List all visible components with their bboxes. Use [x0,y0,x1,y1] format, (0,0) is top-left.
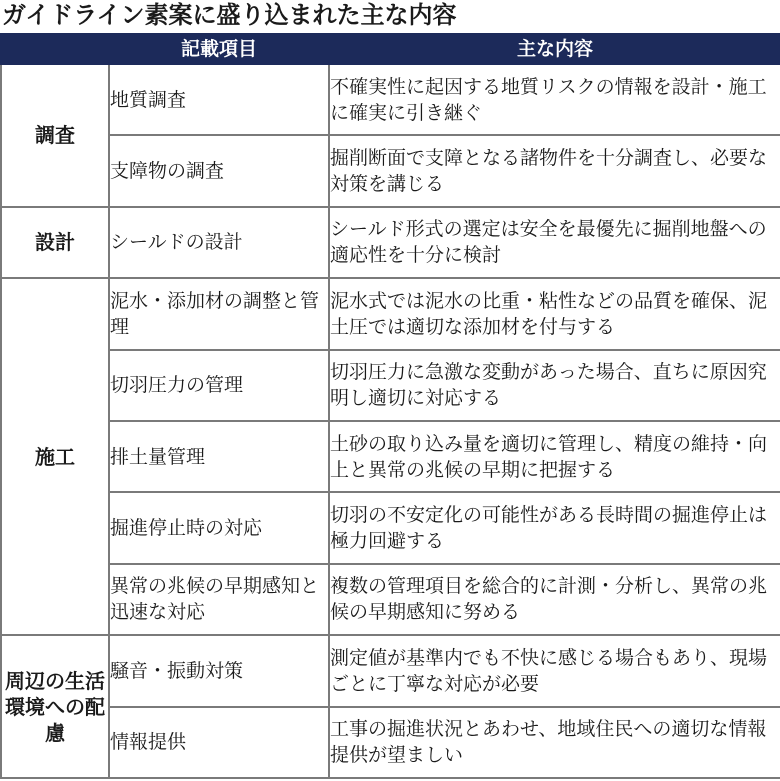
table-row [1,635,780,706]
table-row [1,707,780,778]
category-cell-environment: 周辺の生活環境への配慮 [1,635,109,778]
item-cell: 泥水・添加材の調整と管理 [109,278,329,349]
content-cell: シールド形式の選定は安全を最優先に掘削地盤への適応性を十分に検討 [329,207,780,278]
item-cell: 情報提供 [109,707,329,778]
header-category [1,34,109,64]
table-row [1,207,780,278]
table-row [1,135,780,206]
content-cell: 切羽の不安定化の可能性がある長時間の掘進停止は極力回避する [329,492,780,563]
content-cell: 土砂の取り込み量を適切に管理し、精度の維持・向上と異常の兆候の早期に把握する [329,421,780,492]
content-cell: 測定値が基準内でも不快に感じる場合もあり、現場ごとに丁寧な対応が必要 [329,635,780,706]
category-cell-design: 設計 [1,207,109,278]
table-row [1,564,780,635]
table-row [1,492,780,563]
table-header-row [1,34,780,64]
content-cell: 工事の掘進状況とあわせ、地域住民への適切な情報提供が望ましい [329,707,780,778]
item-cell: 地質調査 [109,64,329,135]
content-cell: 複数の管理項目を総合的に計測・分析し、異常の兆候の早期感知に努める [329,564,780,635]
header-item: 記載項目 [109,34,329,64]
category-cell-construction: 施工 [1,278,109,635]
category-cell-survey: 調査 [1,64,109,207]
item-cell: シールドの設計 [109,207,329,278]
item-cell: 騒音・振動対策 [109,635,329,706]
content-cell: 泥水式では泥水の比重・粘性などの品質を確保、泥土圧では適切な添加材を付与する [329,278,780,349]
item-cell: 排土量管理 [109,421,329,492]
table-row [1,350,780,421]
page-title: ガイドライン素案に盛り込まれた主な内容 [2,1,457,29]
item-cell: 異常の兆候の早期感知と迅速な対応 [109,564,329,635]
item-cell: 掘進停止時の対応 [109,492,329,563]
item-cell: 切羽圧力の管理 [109,350,329,421]
table-row [1,278,780,349]
header-content: 主な内容 [329,34,780,64]
guideline-table [0,33,780,779]
table-row [1,421,780,492]
content-cell: 掘削断面で支障となる諸物件を十分調査し、必要な対策を講じる [329,135,780,206]
content-cell: 不確実性に起因する地質リスクの情報を設計・施工に確実に引き継ぐ [329,64,780,135]
content-cell: 切羽圧力に急激な変動があった場合、直ちに原因究明し適切に対応する [329,350,780,421]
item-cell: 支障物の調査 [109,135,329,206]
table-row [1,64,780,135]
